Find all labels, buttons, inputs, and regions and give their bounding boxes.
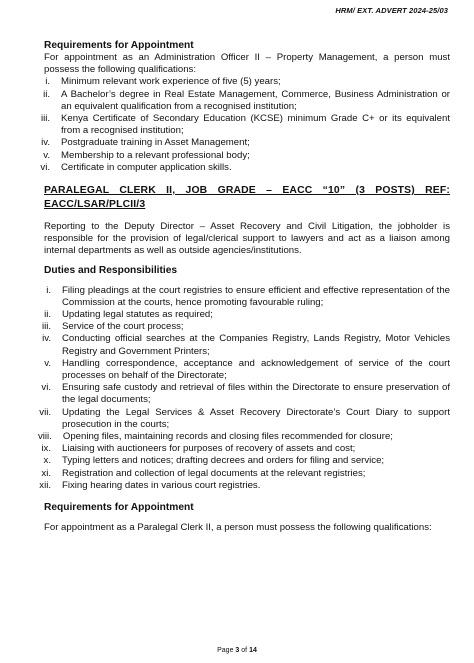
list-number: vii.: [39, 406, 51, 418]
page-footer: [0, 647, 474, 654]
list-number: iii.: [40, 113, 50, 125]
list-text: Fixing hearing dates in various court registries.: [62, 479, 261, 491]
list-item: [41, 467, 450, 480]
section-heading-requirements-2: Requirements for Appointment: [44, 502, 194, 514]
list-number: viii.: [38, 431, 52, 443]
section-heading-duties: Duties and Responsibilities: [44, 264, 178, 276]
list-item: [44, 89, 450, 113]
list-text: Registration and collection of legal documents at the relevant registries;: [62, 467, 366, 479]
list-number: iii.: [41, 321, 51, 333]
list-item: [44, 76, 450, 88]
list-number: i.: [45, 76, 50, 88]
job-description: Reporting to the Deputy Director – Asset Recovery and Civil Litigation, the jobholder is responsible for the provision of legal/clerical support to lawyers and act as a liaison among internal departments as well as outside agencies/institutions.: [44, 221, 450, 257]
list-text: Certificate in computer application skills.: [61, 161, 232, 173]
list-item: [39, 479, 450, 492]
list-text: Updating the Legal Services & Asset Recovery Directorate’s Court Diary to support prosecution in the courts;: [62, 406, 450, 430]
duties-list: [38, 284, 450, 492]
list-text: Opening files, maintaining records and closing files recommended for closure;: [62, 431, 393, 443]
list-item: [39, 406, 450, 431]
list-number: iv.: [42, 333, 51, 345]
list-text: Kenya Certificate of Secondary Education (KCSE) minimum Grade C+ or its equivalent from a recognised institution;: [61, 113, 450, 137]
list-text: Updating legal statutes as required;: [62, 309, 213, 321]
list-item: [41, 321, 450, 333]
list-item: [41, 443, 450, 455]
of-label: of: [241, 647, 248, 654]
list-number: ii.: [44, 309, 51, 321]
list-text: Service of the court process;: [62, 321, 184, 333]
list-item: [41, 382, 450, 406]
list-item: [40, 113, 450, 137]
list-item: [44, 150, 450, 162]
list-text: Handling correspondence, acceptance and acknowledgement of service of the court processes on behalf of the Directorate;: [62, 357, 450, 382]
list-text: Conducting official searches at the Companies Registry, Lands Registry, Motor Vehicles Registry and Government Printers;: [62, 333, 450, 357]
document-reference: HRM/ EXT. ADVERT 2024-25/03: [335, 6, 448, 15]
requirements-list: [40, 76, 450, 174]
section-heading-requirements: Requirements for Appointment: [44, 40, 194, 51]
list-number: vi.: [41, 382, 51, 394]
page-number: 3: [235, 647, 240, 654]
list-number: vi.: [40, 161, 50, 173]
list-item: [44, 285, 450, 309]
requirements-intro: For appointment as an Administration Officer II – Property Management, a person must possess the following qualifications:: [44, 52, 450, 76]
list-item: [44, 333, 450, 357]
job-title: PARALEGAL CLERK II, JOB GRADE – EACC “10” (3 POSTS) REF: EACC/LSAR/PLCII/3: [44, 185, 450, 211]
list-text: Typing letters and notices; drafting decrees and orders for filing and service;: [62, 455, 385, 467]
list-number: ix.: [41, 443, 51, 455]
requirements-intro-2: For appointment as a Paralegal Clerk II, a person must possess the following qualifications:: [44, 522, 432, 534]
list-text: Membership to a relevant professional body;: [61, 149, 250, 161]
list-number: ii.: [43, 88, 50, 100]
list-item: [41, 137, 450, 149]
document-body: [38, 39, 450, 534]
list-number: x.: [43, 455, 51, 467]
list-number: v.: [43, 149, 50, 161]
page-label: Page: [217, 647, 234, 654]
list-text: Postgraduate training in Asset Management;: [61, 137, 250, 149]
list-item: [44, 309, 450, 321]
list-item: [40, 161, 450, 174]
list-item: [38, 431, 450, 443]
list-number: i.: [46, 284, 51, 296]
list-text: Liaising with auctioneers for purposes of recovery of assets and cost;: [62, 443, 356, 455]
list-item: [44, 358, 450, 382]
list-item: [44, 455, 450, 467]
list-text: Ensuring safe custody and retrieval of files within the Directorate to ensure preservation of the legal documents;: [62, 382, 450, 406]
list-text: A Bachelor’s degree in Real Estate Management, Commerce, Business Administration or an equivalent qualification from a recognised institution;: [61, 88, 450, 112]
list-text: Minimum relevant work experience of five (5) years;: [61, 76, 281, 88]
list-number: xii.: [39, 479, 51, 491]
list-number: iv.: [41, 137, 50, 149]
list-number: v.: [44, 357, 51, 369]
page-total: 14: [249, 647, 257, 654]
list-text: Filing pleadings at the court registries to ensure efficient and effective representation of the Commission at the courts, hence promoting favourable ruling;: [62, 284, 450, 308]
list-number: xi.: [41, 467, 51, 479]
